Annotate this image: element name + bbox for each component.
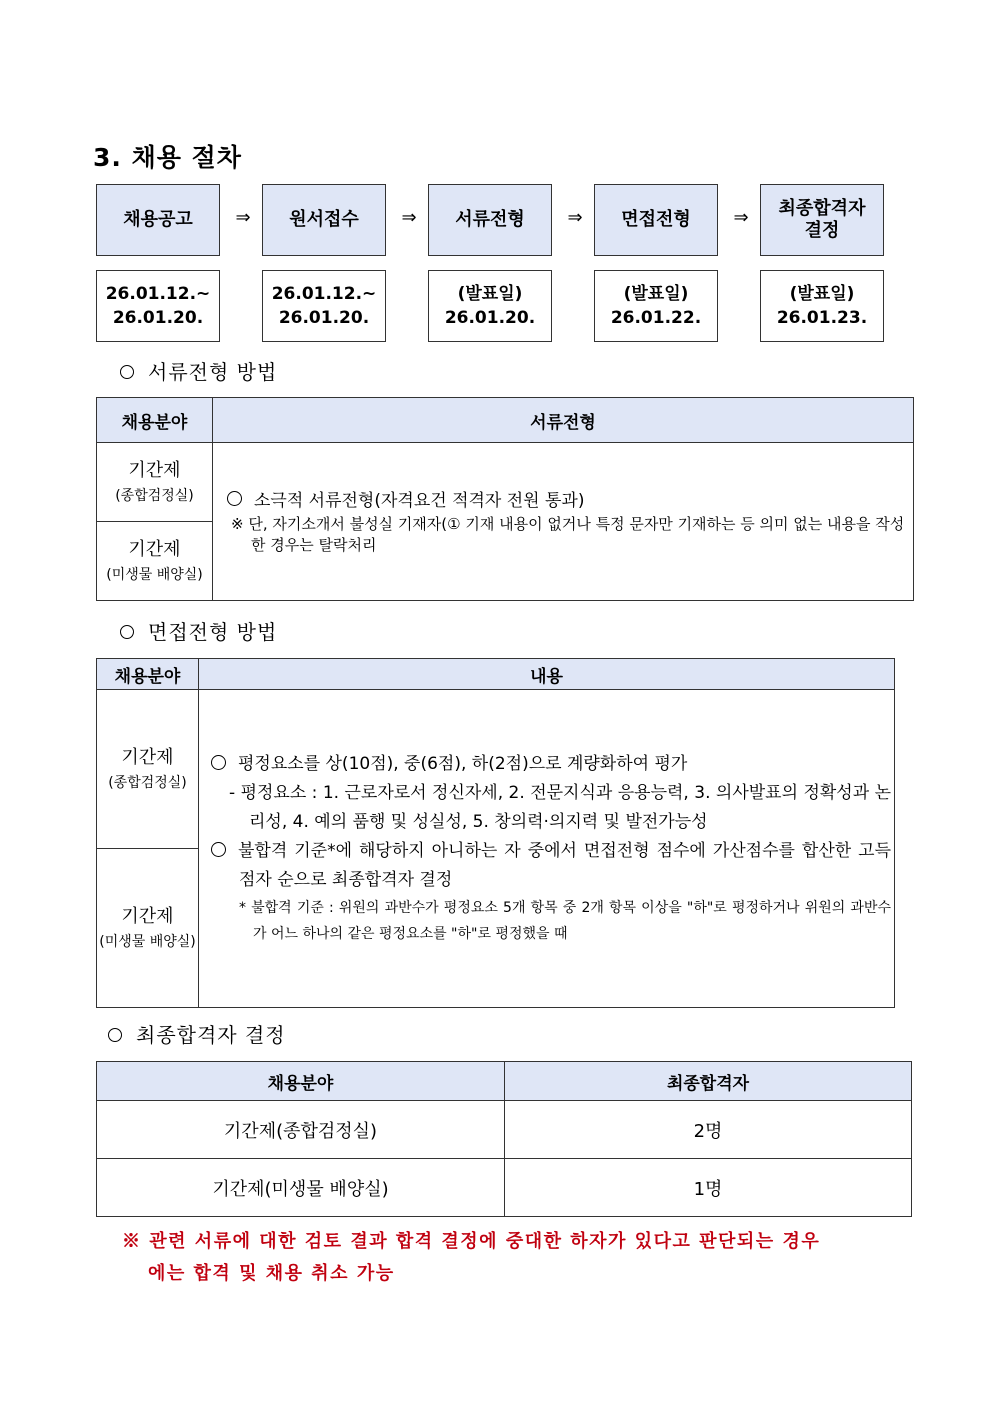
final-heading <box>108 1019 286 1048</box>
arrow-icon: ⇒ <box>567 207 583 228</box>
final-table <box>96 1061 912 1217</box>
final-count-cell: 2명 <box>505 1101 912 1159</box>
interview-point-3-text: 불합격 기준*에 해당하지 아니하는 자 중에서 면접전형 점수에 가산점수를 합산한 고득점자 순으로 최종합격자 결정 <box>238 841 891 890</box>
step-box-2: 원서접수 <box>262 184 386 256</box>
step-box-5: 최종합격자 결정 <box>760 184 884 256</box>
arrow-icon: ⇒ <box>401 207 417 228</box>
interview-point-2: - 평정요소 : 1. 근로자로서 정신자세, 2. 전문지식과 응용능력, 3. 의사발표의 정확성과 논리성, 4. 예의 품행 및 성실성, 5. 창의력·의지력 및 발전가능성 <box>229 783 891 832</box>
date-line: (발표일) <box>457 284 523 304</box>
step-box-4: 면접전형 <box>594 184 718 256</box>
interview-point-1-text: 평정요소를 상(10점), 중(6점), 하(2점)으로 계량화하여 평가 <box>238 754 688 774</box>
field-main: 기간제 <box>128 539 181 560</box>
interview-point-1 <box>211 750 891 779</box>
doc-heading-text: 서류전형 방법 <box>148 360 278 384</box>
circle-bullet-icon <box>227 491 242 506</box>
table-row <box>97 1159 912 1217</box>
final-col-field: 채용분야 <box>97 1062 505 1101</box>
doc-col-screening: 서류전형 <box>213 398 914 443</box>
interview-heading <box>120 616 277 645</box>
field-main: 기간제 <box>121 747 174 768</box>
section-title: 3. 채용 절차 <box>93 143 242 172</box>
date-line: 26.01.20. <box>112 308 204 328</box>
step-date-3 <box>428 270 552 342</box>
interview-row-field-1 <box>97 690 199 849</box>
field-main: 기간제 <box>121 906 174 927</box>
field-sub: (종합검정실) <box>108 775 187 791</box>
circle-bullet-icon <box>211 755 226 770</box>
step-box-1: 채용공고 <box>96 184 220 256</box>
step-date-1 <box>96 270 220 342</box>
date-line: 26.01.12.~ <box>271 284 377 304</box>
interview-heading-text: 면접전형 방법 <box>148 620 278 644</box>
table-row <box>97 1101 912 1159</box>
interview-col-content: 내용 <box>199 659 895 690</box>
step-date-5 <box>760 270 884 342</box>
interview-row-field-2 <box>97 849 199 1008</box>
date-line: (발표일) <box>623 284 689 304</box>
final-field-cell: 기간제(미생물 배양실) <box>97 1159 505 1217</box>
doc-content <box>213 443 914 601</box>
step-date-4 <box>594 270 718 342</box>
doc-content-main <box>227 488 909 514</box>
field-sub: (미생물 배양실) <box>106 567 203 583</box>
doc-row-field-2 <box>97 522 213 601</box>
field-main: 기간제 <box>128 460 181 481</box>
warning-line-2: 에는 합격 및 채용 취소 가능 <box>148 1263 395 1284</box>
final-heading-text: 최종합격자 결정 <box>136 1023 286 1047</box>
circle-bullet-icon <box>120 365 134 379</box>
doc-note: ※ 단, 자기소개서 불성실 기재자(① 기재 내용이 없거나 특정 문자만 기재하는 등 의미 없는 내용을 작성한 경우는 탈락처리 <box>231 514 905 554</box>
doc-row-field-1 <box>97 443 213 522</box>
date-line: (발표일) <box>789 284 855 304</box>
date-line: 26.01.12.~ <box>105 284 211 304</box>
circle-bullet-icon <box>211 842 226 857</box>
date-line: 26.01.20. <box>278 308 370 328</box>
doc-table <box>96 397 914 601</box>
warning-line-1: ※ 관련 서류에 대한 검토 결과 합격 결정에 중대한 하자가 있다고 판단되는 경우 <box>122 1231 821 1252</box>
field-sub: (미생물 배양실) <box>99 934 196 950</box>
doc-heading <box>120 356 277 385</box>
step-date-2 <box>262 270 386 342</box>
final-field-cell: 기간제(종합검정실) <box>97 1101 505 1159</box>
interview-point-3 <box>211 837 891 895</box>
date-line: 26.01.20. <box>444 308 536 328</box>
doc-content-text: 소극적 서류전형(자격요건 적격자 전원 통과) <box>254 490 585 511</box>
interview-table <box>96 658 895 1008</box>
step-box-3: 서류전형 <box>428 184 552 256</box>
doc-col-field: 채용분야 <box>97 398 213 443</box>
date-line: 26.01.23. <box>776 308 868 328</box>
date-line: 26.01.22. <box>610 308 702 328</box>
interview-note: * 불합격 기준 : 위원의 과반수가 평정요소 5개 항목 중 2개 항목 이상을 "하"로 평정하거나 위원의 과반수가 어느 하나의 같은 평정요소를 "하"로 평정했을 때 <box>239 900 891 942</box>
arrow-icon: ⇒ <box>733 207 749 228</box>
circle-bullet-icon <box>108 1028 122 1042</box>
interview-content <box>199 690 895 1008</box>
circle-bullet-icon <box>120 625 134 639</box>
final-count-cell: 1명 <box>505 1159 912 1217</box>
arrow-icon: ⇒ <box>235 207 251 228</box>
interview-col-field: 채용분야 <box>97 659 199 690</box>
warning-note <box>122 1226 900 1290</box>
final-col-count: 최종합격자 <box>505 1062 912 1101</box>
field-sub: (종합검정실) <box>115 488 194 504</box>
